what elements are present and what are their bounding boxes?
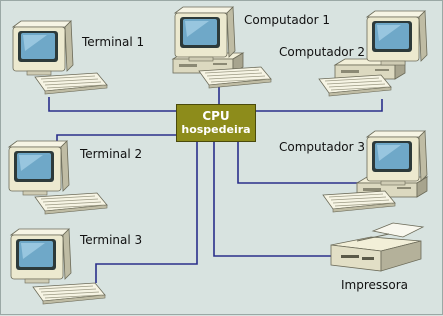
cable-terminal1 bbox=[49, 97, 177, 111]
network-canvas bbox=[1, 1, 443, 316]
cpu-host-box bbox=[176, 104, 256, 142]
printer-label: Impressora bbox=[341, 278, 409, 292]
cable-terminal2 bbox=[57, 135, 179, 141]
computer3-label: Computador 3 bbox=[279, 140, 366, 154]
terminal1-label: Terminal 1 bbox=[82, 35, 145, 49]
cable-terminal3 bbox=[96, 142, 197, 283]
printer-device bbox=[331, 223, 423, 271]
cpu-label: CPU bbox=[202, 109, 230, 123]
terminal1-device bbox=[13, 21, 107, 94]
cable-computer2 bbox=[255, 99, 382, 111]
computer1-label: Computador 1 bbox=[244, 13, 331, 27]
terminal3-label: Terminal 3 bbox=[80, 233, 143, 247]
cable-printer bbox=[214, 142, 333, 256]
computer2-label: Computador 2 bbox=[279, 45, 366, 59]
cpu-host-label: hospedeira bbox=[181, 123, 251, 136]
terminal2-label: Terminal 2 bbox=[80, 147, 143, 161]
